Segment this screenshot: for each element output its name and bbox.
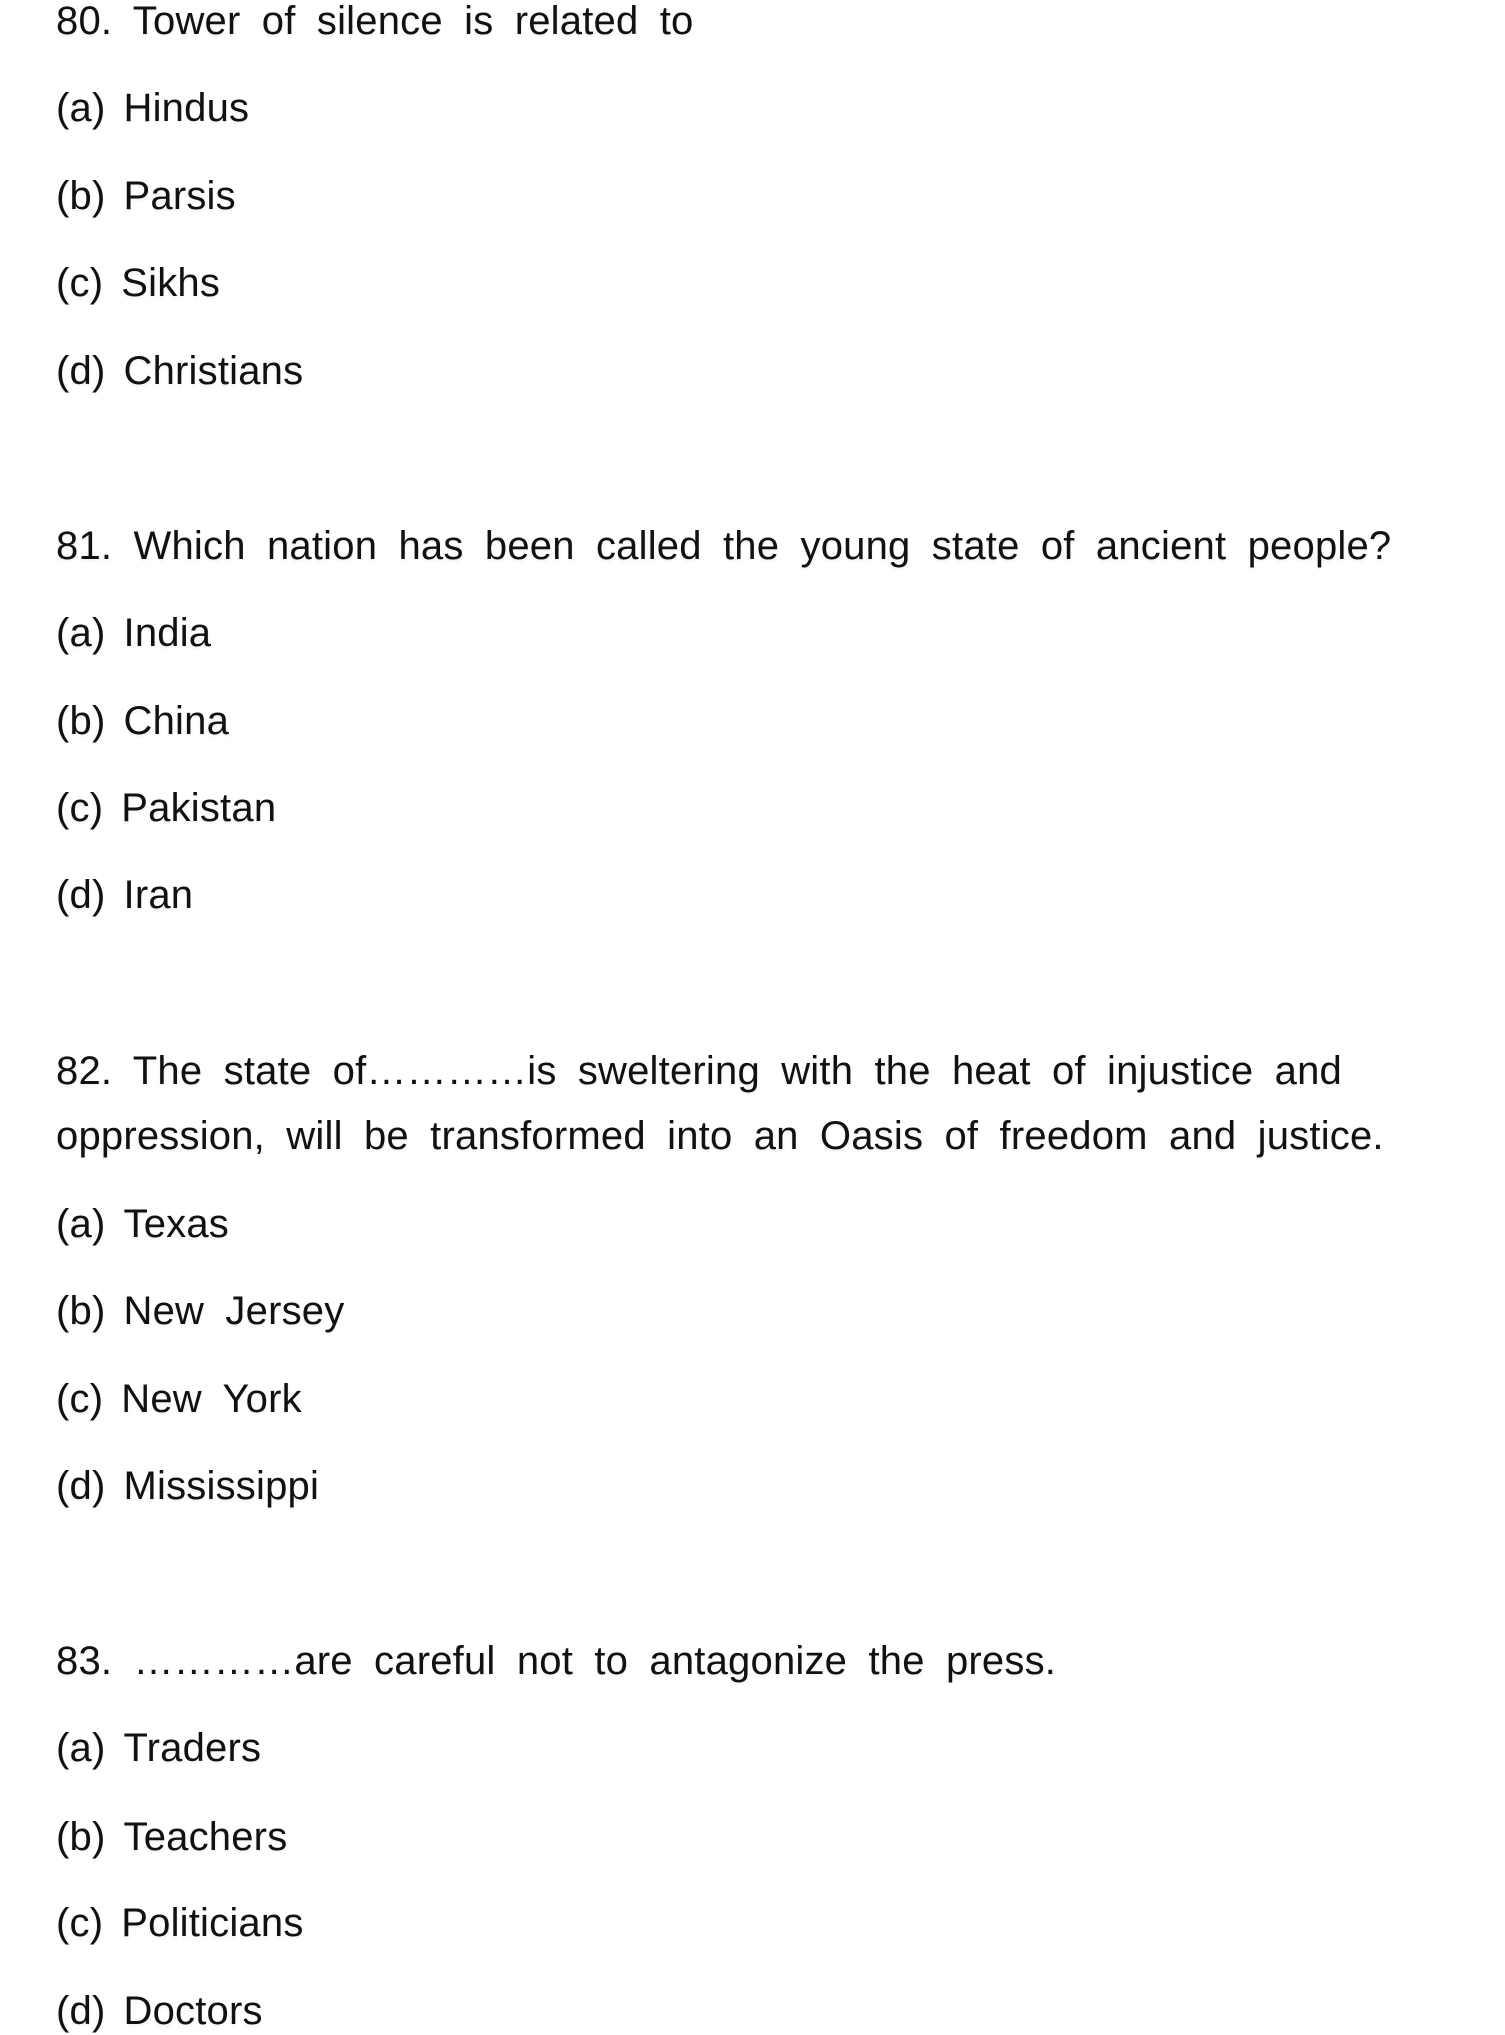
option-text: Doctors <box>123 1989 263 2033</box>
option-text: New Jersey <box>123 1289 345 1333</box>
question-82-option-d <box>56 1462 319 1510</box>
option-label: (b) <box>56 699 106 743</box>
question-82-option-b <box>56 1287 344 1335</box>
question-82-option-c <box>56 1375 302 1423</box>
option-label: (a) <box>56 1202 106 1246</box>
question-83-text: 83. …………are careful not to antagonize the press. <box>56 1639 1057 1683</box>
question-80-option-d <box>56 347 303 395</box>
option-label: (c) <box>56 261 104 305</box>
option-text: Parsis <box>123 174 236 218</box>
option-label: (b) <box>56 1289 106 1333</box>
option-label: (b) <box>56 174 106 218</box>
option-text: Teachers <box>123 1815 288 1859</box>
option-text: Pakistan <box>121 786 277 830</box>
question-83-option-d <box>56 1987 263 2035</box>
option-label: (b) <box>56 1815 106 1859</box>
option-text: Traders <box>123 1726 262 1770</box>
option-text: India <box>123 611 212 655</box>
option-label: (a) <box>56 1726 106 1770</box>
question-83-option-c <box>56 1899 304 1947</box>
option-label: (c) <box>56 1377 104 1421</box>
question-81-option-b <box>56 697 229 745</box>
option-text: China <box>123 699 230 743</box>
question-81-text: 81. Which nation has been called the young state of ancient people? <box>56 524 1392 568</box>
question-83-option-a <box>56 1724 261 1772</box>
option-text: Christians <box>123 349 304 393</box>
question-83-option-b <box>56 1813 287 1861</box>
option-text: Mississippi <box>123 1464 320 1508</box>
option-text: Texas <box>123 1202 229 1246</box>
option-text: Sikhs <box>121 261 221 305</box>
option-text: New York <box>121 1377 302 1421</box>
option-label: (c) <box>56 1901 104 1945</box>
question-81-option-c <box>56 784 276 832</box>
question-80-option-b <box>56 172 236 220</box>
question-82-text-line-2: oppression, will be transformed into an Oasis of freedom and justice. <box>56 1114 1384 1158</box>
question-80-text: 80. Tower of silence is related to <box>56 0 694 43</box>
question-80-option-a <box>56 84 249 132</box>
option-label: (a) <box>56 611 106 655</box>
question-80-option-c <box>56 259 220 307</box>
option-label: (a) <box>56 86 106 130</box>
option-text: Iran <box>123 873 194 917</box>
option-label: (d) <box>56 873 106 917</box>
option-text: Politicians <box>121 1901 304 1945</box>
question-81-option-a <box>56 609 211 657</box>
option-text: Hindus <box>123 86 250 130</box>
question-82-text-line-1: 82. The state of…………is sweltering with the heat of injustice and <box>56 1049 1342 1093</box>
question-81-option-d <box>56 871 193 919</box>
option-label: (c) <box>56 786 104 830</box>
option-label: (d) <box>56 1464 106 1508</box>
option-label: (d) <box>56 1989 106 2033</box>
option-label: (d) <box>56 349 106 393</box>
question-82-option-a <box>56 1200 229 1248</box>
